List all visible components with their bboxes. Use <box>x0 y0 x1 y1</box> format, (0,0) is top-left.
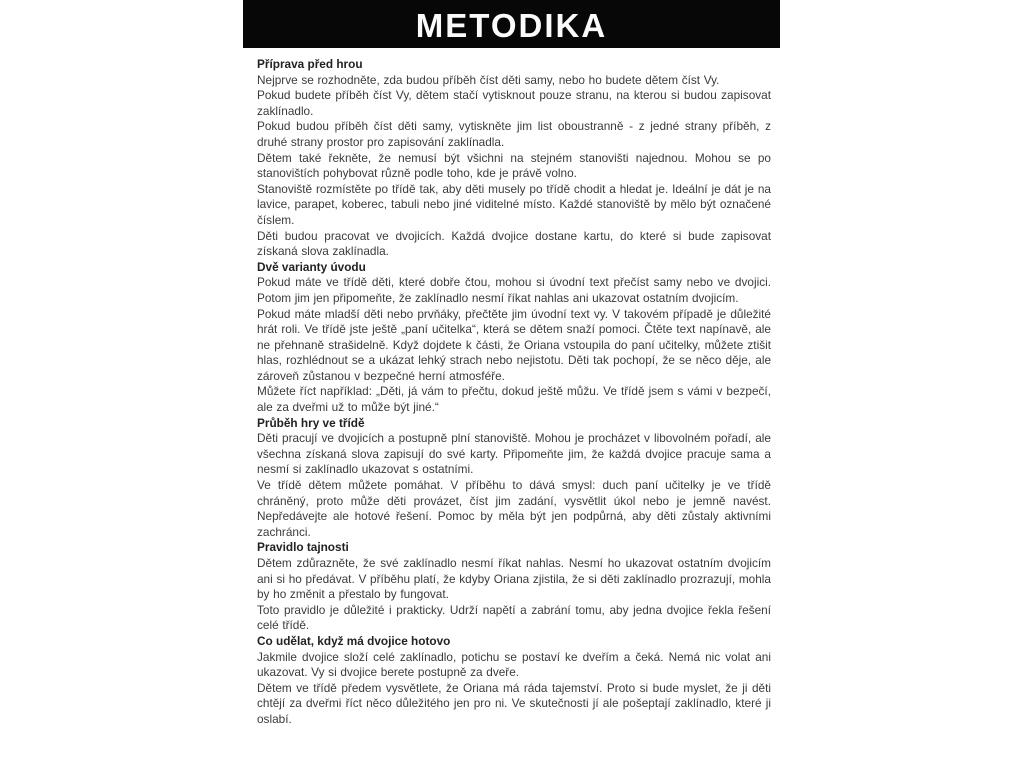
section-heading: Průběh hry ve třídě <box>257 415 365 430</box>
section-heading: Pravidlo tajnosti <box>257 540 349 555</box>
section-priprava-pred-hrou <box>257 57 771 260</box>
paragraph: Pokud budou příběh číst děti samy, vytiskněte jim list oboustranně - z jedné strany příběh, z druhé strany prostor pro zapisování zaklínadla. <box>257 119 771 149</box>
paragraph: Pokud budete příběh číst Vy, dětem stačí vytisknout pouze stranu, na kterou si budou zapisovat zaklínadlo. <box>257 88 771 118</box>
paragraph: Děti budou pracovat ve dvojicích. Každá dvojice dostane kartu, do které si bude zapisovat získaná slova zaklínadla. <box>257 228 771 259</box>
section-heading: Co udělat, když má dvojice hotovo <box>257 633 451 648</box>
section-prubeh-hry-ve-tride <box>257 416 771 541</box>
paragraph: Pokud máte ve třídě děti, které dobře čtou, mohou si úvodní text přečíst samy nebo ve dvojici. Potom jim jen připomeňte, že zaklínadlo nesmí říkat nahlas ani ukazovat ostatním dvojicím. <box>257 275 771 305</box>
section-heading: Příprava před hrou <box>257 57 363 71</box>
methodology-content <box>257 57 771 728</box>
section-heading: Dvě varianty úvodu <box>257 259 366 274</box>
section-co-udelat-kdyz-ma-dvojice-hotovo <box>257 634 771 728</box>
paragraph: Dětem také řekněte, že nemusí být všichni na stejném stanovišti najednou. Mohou se po stanovištích pohybovat různě podle toho, kde je právě volno. <box>257 150 771 181</box>
paragraph: Pokud máte mladší děti nebo prvňáky, přečtěte jim úvodní text vy. V takovém případě je důležité hrát roli. Ve třídě jste ještě „paní učitelka“, která se dětem snaží pomoci. Čtěte text napínavě, ale ne přehnaně strašidelně. Když dojdete k části, že Oriana vstoupila do paní učitelky, můžete ztišit hlas, rozhlédnout se a ukázat lehký strach nebo nejistotu. Děti tak pochopí, že se něco děje, ale zároveň zůstanou v bezpečné herní atmosféře. <box>257 306 771 383</box>
header-banner <box>243 0 780 48</box>
paragraph: Stanoviště rozmístěte po třídě tak, aby děti musely po třídě chodit a hledat je. Ideální je dát je na lavice, parapet, koberec, tabuli nebo jiné viditelné místo. Každé stanoviště by mělo být označené číslem. <box>257 181 771 227</box>
paragraph: Toto pravidlo je důležité i prakticky. Udrží napětí a zabrání tomu, aby jedna dvojice řekla řešení celé třídě. <box>257 602 771 633</box>
section-dve-varianty-uvodu <box>257 260 771 416</box>
paragraph: Dětem ve třídě předem vysvětlete, že Oriana má ráda tajemství. Proto si bude myslet, že ji děti chtějí za dveřmi říct něco důležitého jen pro ni. Ve skutečnosti jí ale pošeptají zaklínadlo, které ji oslabí. <box>257 680 771 726</box>
paragraph: Můžete říct například: „Děti, já vám to přečtu, dokud ještě můžu. Ve třídě jsem s vámi v bezpečí, ale za dveřmi už to může být jiné.“ <box>257 384 771 415</box>
paragraph: Ve třídě dětem můžete pomáhat. V příběhu to dává smysl: duch paní učitelky je ve třídě chráněný, proto může děti provázet, číst jim zadání, vysvětlit úkol nebo je jemně navést. Nepředávejte ale hotové řešení. Pomoc by měla být jen podpůrná, aby děti zůstaly aktivními zachránci. <box>257 478 771 539</box>
paragraph: Děti pracují ve dvojicích a postupně plní stanoviště. Mohou je procházet v libovolném pořadí, ale všechna získaná slova zapisují do své karty. Připomeňte jim, že každá dvojice pracuje sama a nesmí si zaklínadlo ukazovat s ostatními. <box>257 431 771 477</box>
paragraph: Jakmile dvojice složí celé zaklínadlo, potichu se postaví ke dveřím a čeká. Nemá nic volat ani ukazovat. Vy si dvojice berete postupně za dveře. <box>257 649 771 680</box>
paragraph: Dětem zdůrazněte, že své zaklínadlo nesmí říkat nahlas. Nesmí ho ukazovat ostatním dvojicím ani si ho předávat. V příběhu platí, že kdyby Oriana zjistila, že si děti zaklínadlo prozrazují, mohla by ho změnit a přestalo by fungovat. <box>257 556 771 602</box>
page-title: METODIKA <box>415 6 608 44</box>
paragraph: Nejprve se rozhodněte, zda budou příběh číst děti samy, nebo ho budete dětem číst Vy. <box>257 72 720 87</box>
section-pravidlo-tajnosti <box>257 540 771 634</box>
